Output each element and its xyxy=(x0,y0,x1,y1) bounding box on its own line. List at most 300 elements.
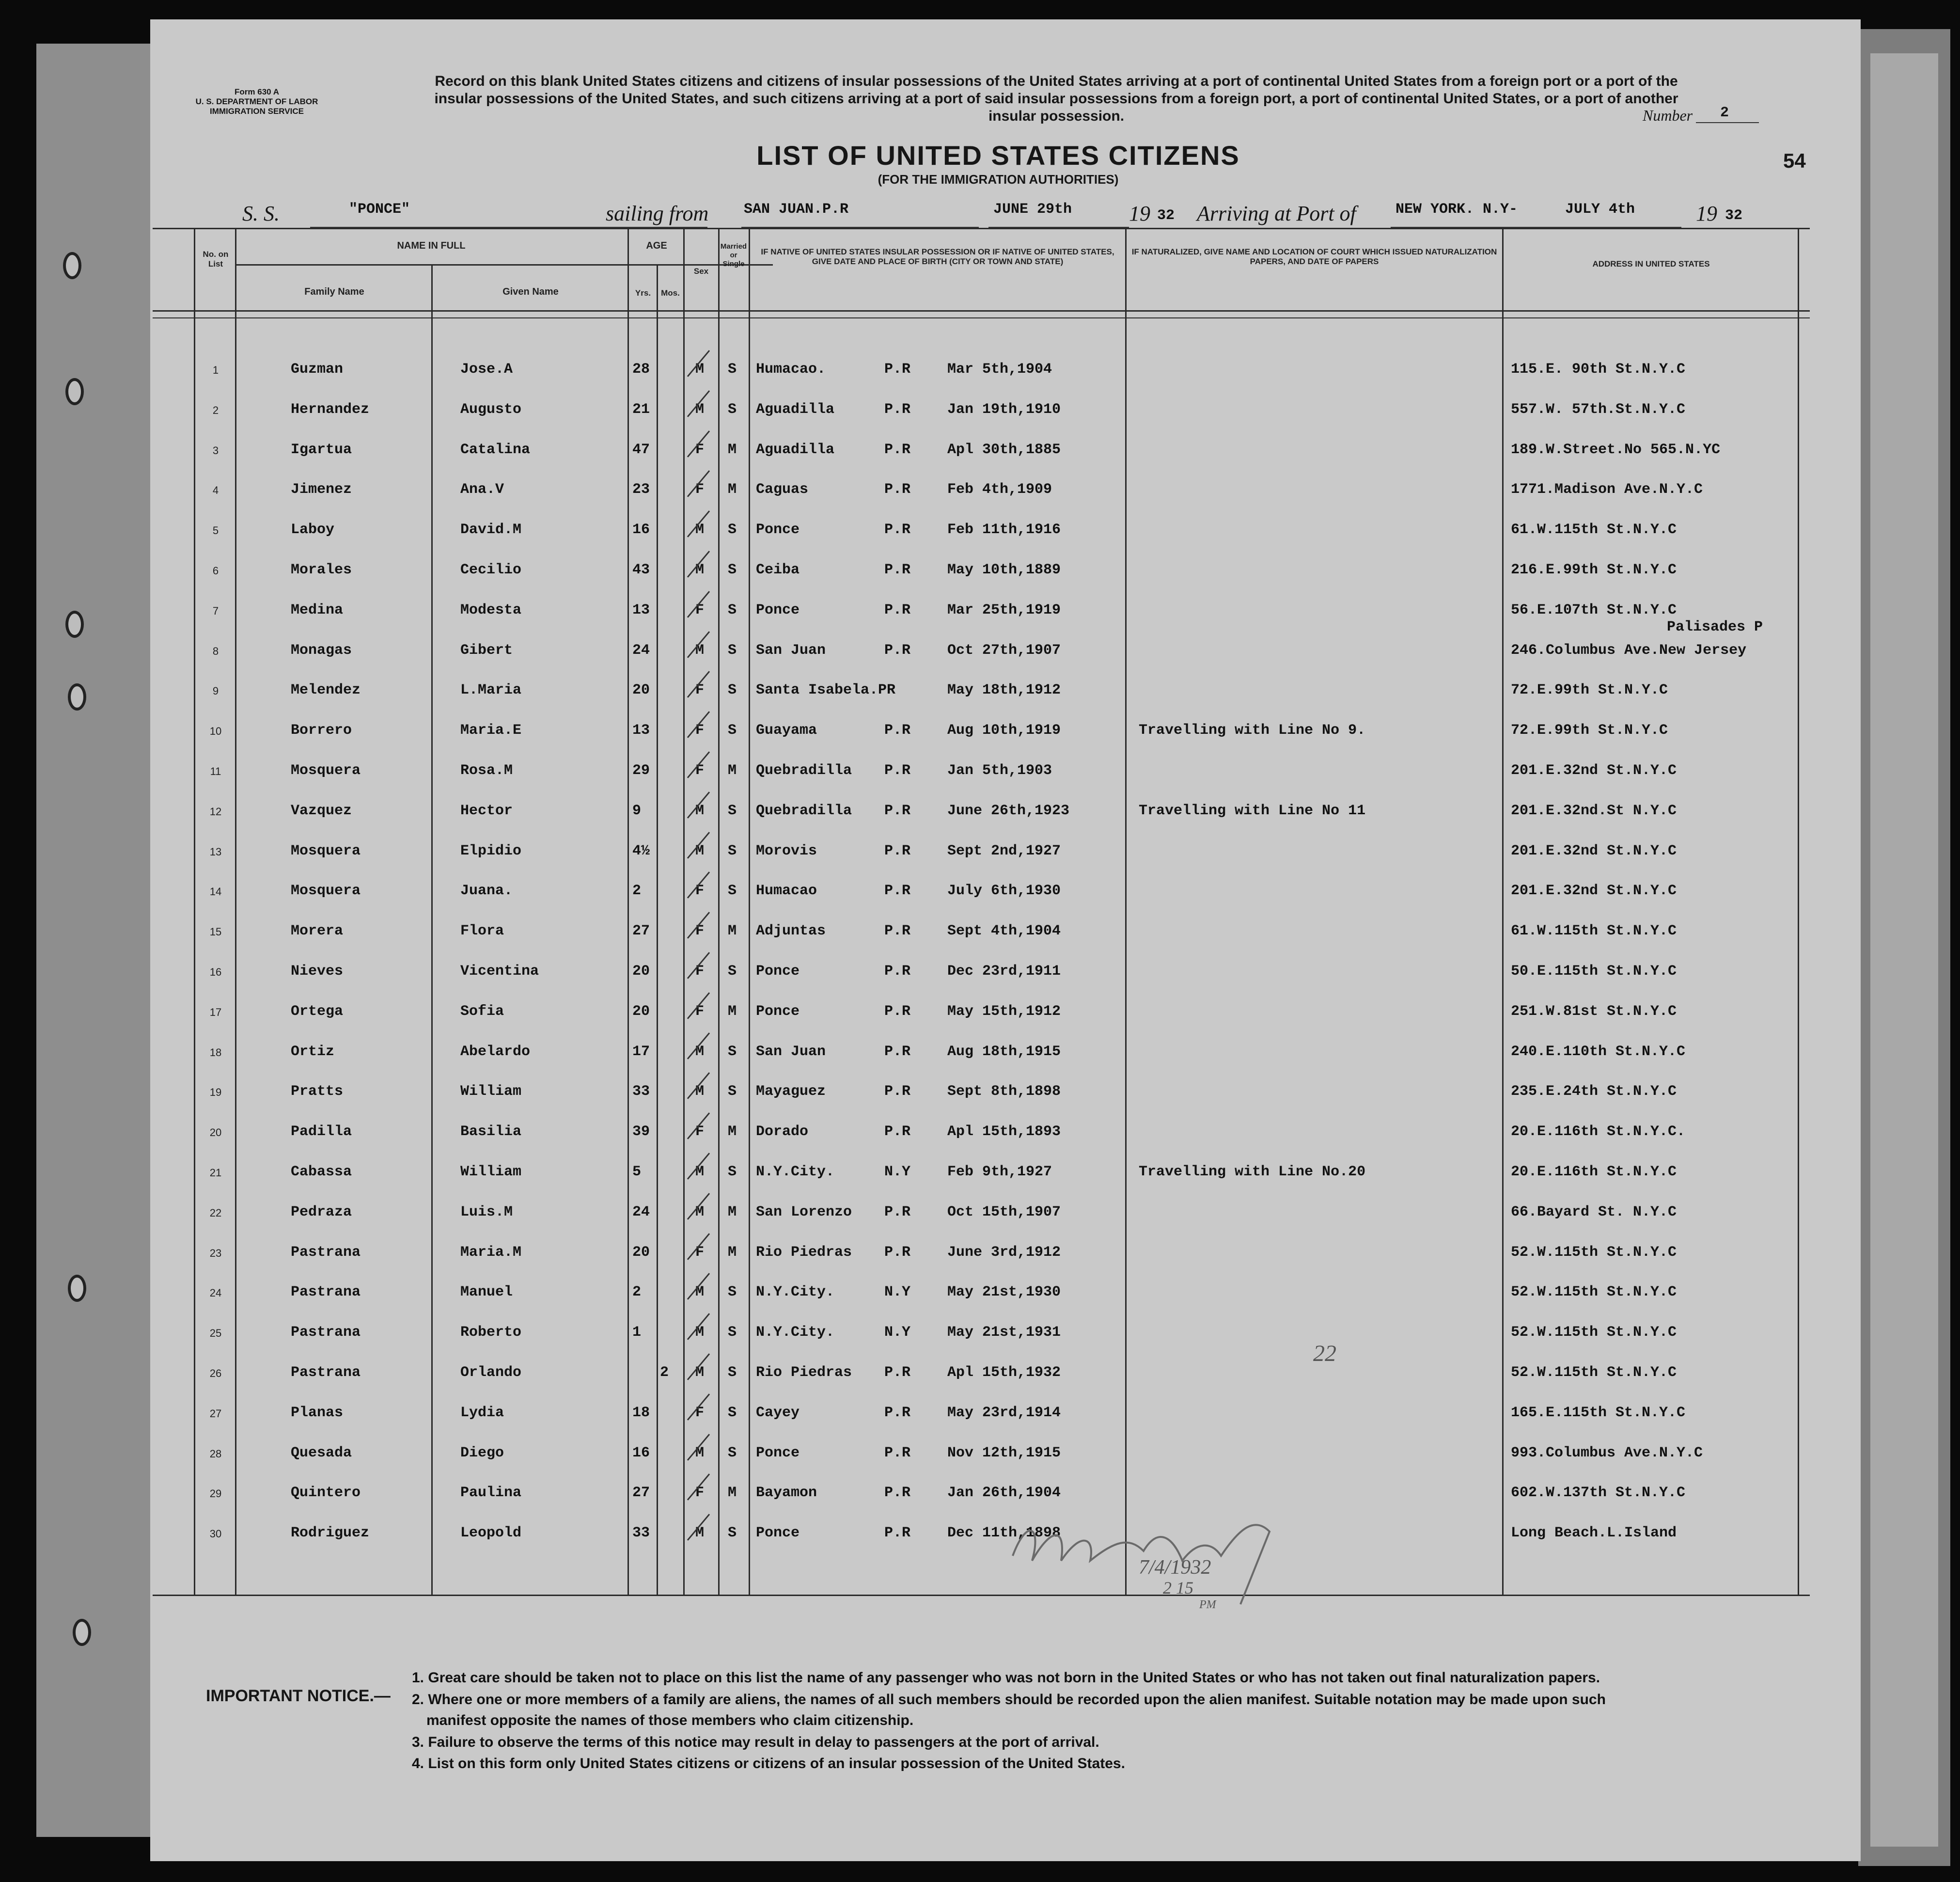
sex: F xyxy=(695,1123,705,1140)
col-rule xyxy=(627,228,629,1595)
birth-date: May 18th,1912 xyxy=(947,682,1061,699)
marital-status: S xyxy=(728,963,737,980)
sex: F xyxy=(695,923,705,940)
given-name: Hector xyxy=(460,802,513,819)
birth-date: Jan 26th,1904 xyxy=(947,1485,1061,1502)
number-underline xyxy=(1696,122,1759,123)
birth-place: Rio Piedras xyxy=(756,1244,852,1261)
given-name: David.M xyxy=(460,522,522,538)
row-number: 2 xyxy=(212,404,219,416)
birth-state: P.R xyxy=(884,1123,911,1140)
table-bottom-rule xyxy=(153,1595,1810,1596)
row-number: 28 xyxy=(209,1447,222,1460)
arrival-year: 32 xyxy=(1725,207,1743,224)
given-name: Maria.M xyxy=(460,1244,522,1261)
family-name: Planas xyxy=(291,1404,344,1421)
family-name: Laboy xyxy=(291,522,335,538)
sex: F xyxy=(695,963,705,980)
birth-place: Rio Piedras xyxy=(756,1364,852,1381)
age-years: 24 xyxy=(632,642,650,659)
birth-place: Guayama xyxy=(756,722,817,739)
marital-status: S xyxy=(728,1164,737,1180)
paper-edge-right-inner xyxy=(1870,53,1938,1847)
depart-year-prefix: 19 xyxy=(1129,202,1150,225)
age-years: 2 xyxy=(632,1284,642,1301)
birth-date: May 23rd,1914 xyxy=(947,1404,1061,1421)
family-name: Cabassa xyxy=(291,1164,352,1180)
birth-state: P.R xyxy=(884,1043,911,1060)
family-name: Ortiz xyxy=(291,1043,335,1060)
age-years: 1 xyxy=(632,1324,642,1341)
address: 61.W.115th St.N.Y.C xyxy=(1511,923,1677,940)
marital-status: S xyxy=(728,401,737,418)
notice-item-2-cont: manifest opposite the names of those members who claim citizenship. xyxy=(426,1712,914,1728)
row-number: 25 xyxy=(209,1327,222,1340)
birth-place: Bayamon xyxy=(756,1485,817,1502)
family-name: Vazquez xyxy=(291,802,352,819)
row-number: 19 xyxy=(209,1086,222,1099)
birth-state: P.R xyxy=(884,562,911,578)
family-name: Morera xyxy=(291,923,344,940)
sex: F xyxy=(695,883,705,900)
age-years: 24 xyxy=(632,1203,650,1220)
given-name: William xyxy=(460,1164,522,1180)
birth-date: Apl 15th,1932 xyxy=(947,1364,1061,1381)
age-years: 4½ xyxy=(632,842,650,859)
birth-date: Jan 5th,1903 xyxy=(947,762,1052,779)
birth-date: Aug 10th,1919 xyxy=(947,722,1061,739)
address: 240.E.110th St.N.Y.C xyxy=(1511,1043,1686,1060)
row-number: 15 xyxy=(209,926,222,938)
birth-date: Dec 11th,1898 xyxy=(947,1525,1061,1542)
address: 56.E.107th St.N.Y.C xyxy=(1511,601,1677,618)
birth-state: P.R xyxy=(884,522,911,538)
ship-name: "PONCE" xyxy=(349,201,410,218)
sex: F xyxy=(695,1244,705,1261)
col-rule xyxy=(1125,228,1127,1595)
birth-state: N.Y xyxy=(884,1284,911,1301)
birth-date: June 26th,1923 xyxy=(947,802,1070,819)
family-name: Guzman xyxy=(291,361,344,378)
marital-status: S xyxy=(728,883,737,900)
marital-status: M xyxy=(728,1003,737,1020)
age-years: 13 xyxy=(632,722,650,739)
sex: F xyxy=(695,1003,705,1020)
birth-date: Mar 5th,1904 xyxy=(947,361,1052,378)
birth-place: Ceiba xyxy=(756,562,800,578)
given-name: Vicentina xyxy=(460,963,539,980)
signature-time: 2 15 xyxy=(1163,1578,1193,1597)
age-years: 20 xyxy=(632,1003,650,1020)
age-years: 9 xyxy=(632,802,642,819)
given-name: Cecilio xyxy=(460,562,522,578)
signature-pm: PM xyxy=(1199,1598,1216,1611)
row-number: 10 xyxy=(209,725,222,738)
given-name: Leopold xyxy=(460,1525,522,1542)
marital-status: S xyxy=(728,642,737,659)
sex: M xyxy=(695,361,705,378)
marital-status: S xyxy=(728,1404,737,1421)
address: 201.E.32nd.St N.Y.C xyxy=(1511,802,1677,819)
name-header-rule xyxy=(235,264,773,266)
given-name: Gibert xyxy=(460,642,513,659)
family-name: Pastrana xyxy=(291,1364,361,1381)
address: 1771.Madison Ave.N.Y.C xyxy=(1511,481,1703,498)
marital-status: S xyxy=(728,722,737,739)
given-name: Diego xyxy=(460,1444,504,1461)
row-number: 6 xyxy=(212,565,219,577)
address: 52.W.115th St.N.Y.C xyxy=(1511,1244,1677,1261)
number-value: 2 xyxy=(1720,105,1729,121)
sex: M xyxy=(695,401,705,418)
given-name: Paulina xyxy=(460,1485,522,1502)
birth-state: P.R xyxy=(884,1444,911,1461)
age-years: 43 xyxy=(632,562,650,578)
header-no-on-list: No. on List xyxy=(203,250,229,269)
row-number: 24 xyxy=(209,1287,222,1299)
address: 66.Bayard St. N.Y.C xyxy=(1511,1203,1677,1220)
row-number: 7 xyxy=(212,604,219,617)
marital-status: M xyxy=(728,441,737,458)
form-department: U. S. DEPARTMENT OF LABOR xyxy=(195,97,318,106)
birth-date: May 21st,1931 xyxy=(947,1324,1061,1341)
ss-label: S. S. xyxy=(242,202,280,225)
birth-date: Oct 15th,1907 xyxy=(947,1203,1061,1220)
sex: F xyxy=(695,722,705,739)
col-rule xyxy=(749,228,750,1595)
given-name: Luis.M xyxy=(460,1203,513,1220)
row-number: 3 xyxy=(212,444,219,457)
address: 72.E.99th St.N.Y.C xyxy=(1511,722,1668,739)
header-address: ADDRESS IN UNITED STATES xyxy=(1592,259,1710,269)
birth-state: P.R xyxy=(884,401,911,418)
birth-state: P.R xyxy=(884,883,911,900)
marital-status: M xyxy=(728,1485,737,1502)
notice-item-3: 3. Failure to observe the terms of this notice may result in delay to passengers at the port of arrival. xyxy=(412,1734,1099,1750)
given-name: Basilia xyxy=(460,1123,522,1140)
header-bottom-rule-2 xyxy=(153,317,1810,318)
marital-status: S xyxy=(728,361,737,378)
binder-hole-icon xyxy=(68,683,86,711)
signature-date: 7/4/1932 xyxy=(1139,1556,1211,1579)
birth-state: P.R xyxy=(884,963,911,980)
address: 201.E.32nd St.N.Y.C xyxy=(1511,842,1677,859)
age-years: 39 xyxy=(632,1123,650,1140)
birth-date: Mar 25th,1919 xyxy=(947,601,1061,618)
row-number: 18 xyxy=(209,1046,222,1059)
col-rule xyxy=(194,228,195,1595)
sex: M xyxy=(695,1444,705,1461)
address-note: Palisades P xyxy=(1667,618,1763,635)
marital-status: M xyxy=(728,923,737,940)
marital-status: S xyxy=(728,522,737,538)
birth-place: Ponce xyxy=(756,1003,800,1020)
given-name: Maria.E xyxy=(460,722,522,739)
age-years: 47 xyxy=(632,441,650,458)
age-years: 29 xyxy=(632,762,650,779)
row-number: 14 xyxy=(209,886,222,898)
given-name: Flora xyxy=(460,923,504,940)
header-given-name: Given Name xyxy=(502,286,559,297)
from-port: SAN JUAN.P.R xyxy=(744,201,849,218)
age-years: 27 xyxy=(632,1485,650,1502)
address: 52.W.115th St.N.Y.C xyxy=(1511,1364,1677,1381)
notice-item-4: 4. List on this form only United States citizens or citizens of an insular possession of the United States. xyxy=(412,1755,1125,1771)
sex: F xyxy=(695,762,705,779)
marital-status: S xyxy=(728,802,737,819)
address: 251.W.81st St.N.Y.C xyxy=(1511,1003,1677,1020)
marital-status: M xyxy=(728,1123,737,1140)
marital-status: S xyxy=(728,601,737,618)
col-rule xyxy=(683,228,685,1595)
sex: M xyxy=(695,522,705,538)
birth-state: P.R xyxy=(884,1003,911,1020)
age-years: 27 xyxy=(632,923,650,940)
binder-hole-icon xyxy=(73,1619,91,1646)
family-name: Pastrana xyxy=(291,1284,361,1301)
family-name: Pastrana xyxy=(291,1244,361,1261)
row-number: 27 xyxy=(209,1407,222,1420)
age-years: 28 xyxy=(632,361,650,378)
birth-place: Morovis xyxy=(756,842,817,859)
row-number: 5 xyxy=(212,524,219,537)
age-years: 2 xyxy=(632,883,642,900)
birth-date: Jan 19th,1910 xyxy=(947,401,1061,418)
notice-title: IMPORTANT NOTICE.— xyxy=(206,1687,391,1705)
row-number: 30 xyxy=(209,1528,222,1540)
row-number: 26 xyxy=(209,1367,222,1379)
address: 235.E.24th St.N.Y.C xyxy=(1511,1083,1677,1100)
birth-place: San Juan xyxy=(756,1043,826,1060)
birth-place: Humacao. xyxy=(756,361,826,378)
birth-place: San Juan xyxy=(756,642,826,659)
row-number: 16 xyxy=(209,966,222,978)
arriving-label: Arriving at Port of xyxy=(1197,202,1356,225)
birth-place: N.Y.City. xyxy=(756,1164,835,1180)
address: 115.E. 90th St.N.Y.C xyxy=(1511,361,1686,378)
address: 52.W.115th St.N.Y.C xyxy=(1511,1284,1677,1301)
birth-state: P.R xyxy=(884,802,911,819)
birth-state: P.R xyxy=(884,361,911,378)
age-years: 16 xyxy=(632,522,650,538)
col-rule xyxy=(1502,228,1504,1595)
address: 165.E.115th St.N.Y.C xyxy=(1511,1404,1686,1421)
age-years: 33 xyxy=(632,1525,650,1542)
birth-place: Humacao xyxy=(756,883,817,900)
birth-date: July 6th,1930 xyxy=(947,883,1061,900)
birth-place: Mayaguez xyxy=(756,1083,826,1100)
family-name: Medina xyxy=(291,601,344,618)
birth-state: P.R xyxy=(884,1404,911,1421)
header-married-single: Married or Single xyxy=(720,242,747,268)
family-name: Hernandez xyxy=(291,401,370,418)
depart-date: JUNE 29th xyxy=(993,201,1072,218)
birth-place: Aguadilla xyxy=(756,401,835,418)
address: 201.E.32nd St.N.Y.C xyxy=(1511,883,1677,900)
address: 50.E.115th St.N.Y.C xyxy=(1511,963,1677,980)
row-number: 13 xyxy=(209,845,222,858)
sex: F xyxy=(695,1404,705,1421)
birth-date: May 15th,1912 xyxy=(947,1003,1061,1020)
page-title: LIST OF UNITED STATES CITIZENS xyxy=(756,140,1240,171)
sex: M xyxy=(695,842,705,859)
binder-hole-icon xyxy=(65,611,84,638)
birth-date: June 3rd,1912 xyxy=(947,1244,1061,1261)
birth-state: P.R xyxy=(884,842,911,859)
birth-date: Sept 8th,1898 xyxy=(947,1083,1061,1100)
manifest-page xyxy=(150,19,1861,1861)
birth-place: Ponce xyxy=(756,1444,800,1461)
header-age: AGE xyxy=(646,240,667,251)
col-rule xyxy=(431,264,433,1595)
birth-place: N.Y.City. xyxy=(756,1284,835,1301)
header-birth: IF NATIVE OF UNITED STATES INSULAR POSSESSION OR IF NATIVE OF UNITED STATES, GIVE DATE AND PLACE OF BIRTH (CITY OR TOWN AND STATE) xyxy=(761,247,1114,266)
address: 246.Columbus Ave.New Jersey xyxy=(1511,642,1747,659)
given-name: Rosa.M xyxy=(460,762,513,779)
address: Long Beach.L.Island xyxy=(1511,1525,1677,1542)
given-name: Sofia xyxy=(460,1003,504,1020)
age-years: 23 xyxy=(632,481,650,498)
sex: F xyxy=(695,601,705,618)
marital-status: S xyxy=(728,842,737,859)
birth-date: Sept 4th,1904 xyxy=(947,923,1061,940)
family-name: Rodriguez xyxy=(291,1525,370,1542)
given-name: Catalina xyxy=(460,441,531,458)
sex: M xyxy=(695,1364,705,1381)
address: 52.W.115th St.N.Y.C xyxy=(1511,1324,1677,1341)
header-name-in-full: NAME IN FULL xyxy=(397,240,466,251)
marital-status: S xyxy=(728,1324,737,1341)
sex: M xyxy=(695,1043,705,1060)
row-number: 11 xyxy=(210,765,221,777)
family-name: Pastrana xyxy=(291,1324,361,1341)
given-name: Lydia xyxy=(460,1404,504,1421)
paper-edge-left xyxy=(36,44,162,1837)
page-subtitle: (FOR THE IMMIGRATION AUTHORITIES) xyxy=(878,172,1119,187)
age-months: 2 xyxy=(660,1364,669,1381)
sex: M xyxy=(695,802,705,819)
marital-status: M xyxy=(728,1203,737,1220)
family-name: Igartua xyxy=(291,441,352,458)
family-name: Ortega xyxy=(291,1003,344,1020)
header-sex: Sex xyxy=(693,267,709,276)
notice-item-1: 1. Great care should be taken not to place on this list the name of any passenger who was not born in the United States or who has not taken out final naturalization papers. xyxy=(412,1670,1600,1686)
sex: M xyxy=(695,1284,705,1301)
address: 189.W.Street.No 565.N.YC xyxy=(1511,441,1721,458)
marital-status: S xyxy=(728,1525,737,1542)
family-name: Quesada xyxy=(291,1444,352,1461)
sex: F xyxy=(695,682,705,699)
naturalization-note: Travelling with Line No 11 xyxy=(1139,802,1366,819)
header-naturalized: IF NATURALIZED, GIVE NAME AND LOCATION OF COURT WHICH ISSUED NATURALIZATION PAPERS, AND DATE OF PAPERS xyxy=(1131,247,1497,266)
row-number: 8 xyxy=(212,645,219,657)
row-number: 17 xyxy=(209,1006,222,1018)
birth-place: Quebradilla xyxy=(756,802,852,819)
birth-state: P.R xyxy=(884,1485,911,1502)
naturalization-note: Travelling with Line No.20 xyxy=(1139,1164,1366,1180)
birth-date: Dec 23rd,1911 xyxy=(947,963,1061,980)
binder-hole-icon xyxy=(68,1275,86,1302)
address: 602.W.137th St.N.Y.C xyxy=(1511,1485,1686,1502)
age-years: 5 xyxy=(632,1164,642,1180)
given-name: Orlando xyxy=(460,1364,522,1381)
age-years: 13 xyxy=(632,601,650,618)
sex: F xyxy=(695,481,705,498)
arrival-year-prefix: 19 xyxy=(1696,202,1717,225)
sex: M xyxy=(695,642,705,659)
birth-state: P.R xyxy=(884,1203,911,1220)
marital-status: M xyxy=(728,481,737,498)
birth-state: P.R xyxy=(884,722,911,739)
marital-status: M xyxy=(728,1244,737,1261)
family-name: Monagas xyxy=(291,642,352,659)
header-bottom-rule xyxy=(153,310,1810,312)
naturalization-note: Travelling with Line No 9. xyxy=(1139,722,1366,739)
binder-hole-icon xyxy=(63,252,81,279)
marital-status: S xyxy=(728,1083,737,1100)
marital-status: S xyxy=(728,1043,737,1060)
given-name: Augusto xyxy=(460,401,522,418)
col-rule xyxy=(718,228,720,1595)
birth-place: Aguadilla xyxy=(756,441,835,458)
birth-date: Nov 12th,1915 xyxy=(947,1444,1061,1461)
birth-date: Aug 18th,1915 xyxy=(947,1043,1061,1060)
birth-place: Ponce xyxy=(756,522,800,538)
depart-year: 32 xyxy=(1157,207,1175,224)
given-name: Ana.V xyxy=(460,481,504,498)
arrival-date: JULY 4th xyxy=(1565,201,1635,218)
row-number: 9 xyxy=(212,685,219,697)
address: 61.W.115th St.N.Y.C xyxy=(1511,522,1677,538)
row-number: 20 xyxy=(209,1126,222,1139)
family-name: Jimenez xyxy=(291,481,352,498)
birth-place: Ponce xyxy=(756,601,800,618)
row-number: 21 xyxy=(209,1167,222,1179)
sex: F xyxy=(695,1485,705,1502)
form-service: IMMIGRATION SERVICE xyxy=(210,107,304,116)
birth-date: Feb 4th,1909 xyxy=(947,481,1052,498)
family-name: Morales xyxy=(291,562,352,578)
birth-place: San Lorenzo xyxy=(756,1203,852,1220)
birth-state: P.R xyxy=(884,1525,911,1542)
row-number: 12 xyxy=(209,805,222,818)
given-name: Abelardo xyxy=(460,1043,531,1060)
birth-date: Apl 30th,1885 xyxy=(947,441,1061,458)
sex: M xyxy=(695,1203,705,1220)
family-name: Mosquera xyxy=(291,842,361,859)
birth-date: May 21st,1930 xyxy=(947,1284,1061,1301)
age-years: 21 xyxy=(632,401,650,418)
marital-status: M xyxy=(728,762,737,779)
row-number: 23 xyxy=(209,1247,222,1259)
row-number: 4 xyxy=(212,484,219,497)
birth-place: Dorado xyxy=(756,1123,809,1140)
row-number: 29 xyxy=(209,1487,222,1500)
age-years: 16 xyxy=(632,1444,650,1461)
age-years: 20 xyxy=(632,1244,650,1261)
sex: M xyxy=(695,1525,705,1542)
form-instructions: Record on this blank United States citizens and citizens of insular possessions of the United States arriving at a port of continental United States from a foreign port or a port of the insular possessions of the United States, and such citizens arriving at a port of said insular possessions from a foreign port, a port of continental United States, or a port of another insular possession. xyxy=(434,73,1678,124)
notice-item-2: 2. Where one or more members of a family are aliens, the names of all such members should be recorded upon the alien manifest. Suitable notation may be made upon such xyxy=(412,1692,1606,1708)
sex: M xyxy=(695,1324,705,1341)
form-number: Form 630 A xyxy=(235,87,279,96)
birth-state: P.R xyxy=(884,642,911,659)
birth-state: P.R xyxy=(884,441,911,458)
family-name: Pratts xyxy=(291,1083,344,1100)
marital-status: S xyxy=(728,562,737,578)
family-name: Mosquera xyxy=(291,883,361,900)
marital-status: S xyxy=(728,1444,737,1461)
